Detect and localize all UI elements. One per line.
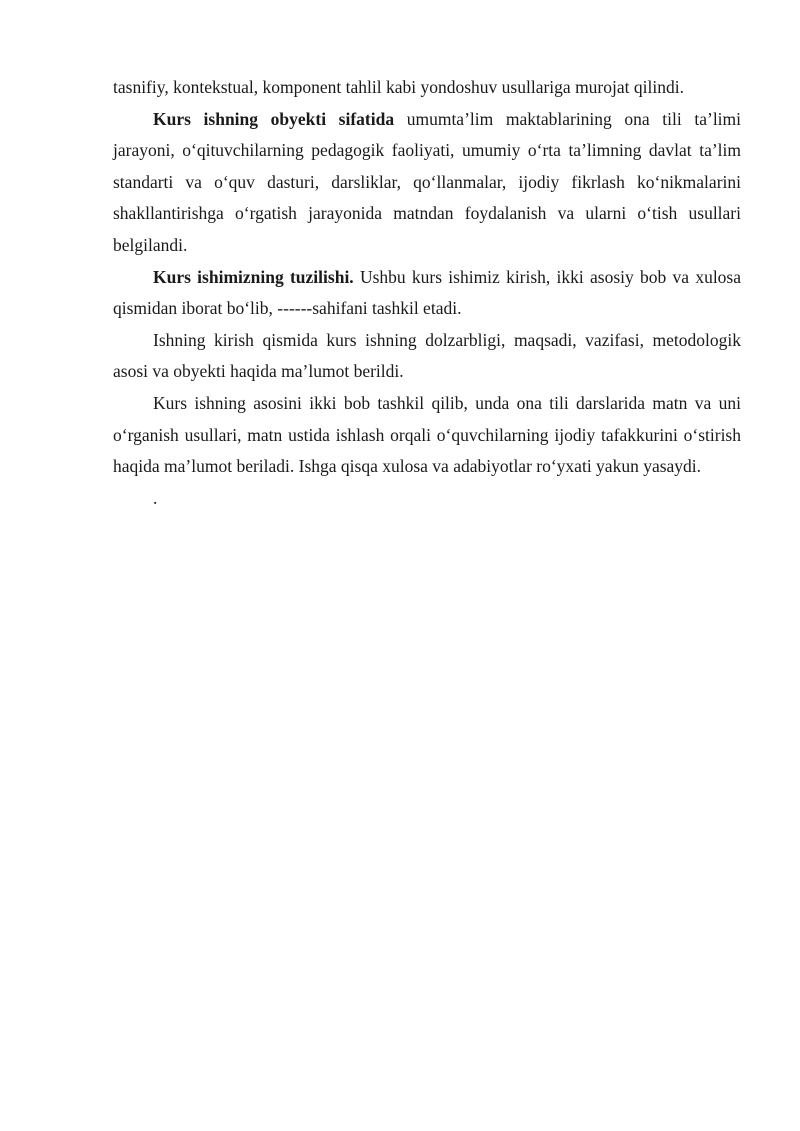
paragraph-introduction-summary	[113, 325, 741, 388]
paragraph-heading: Kurs ishning obyekti sifatida	[153, 108, 395, 129]
paragraph-text: Ishning kirish qismida kurs ishning dolzarbligi, maqsadi, vazifasi, metodologik asosi va obyekti haqida ma’lumot berildi.	[113, 329, 741, 382]
document-page	[113, 72, 741, 514]
paragraph-work-structure	[113, 262, 741, 325]
paragraph-text: umumta’lim maktablarining ona tili ta’limi jarayoni, o‘qituvchilarning pedagogik faoliyati, umumiy o‘rta ta’limning davlat ta’lim standarti va o‘quv dasturi, darsliklar, qo‘llanmalar, ijodiy fikrlash ko‘nikmalarini shakllantirishga o‘rgatish jarayonida matndan foydalanish va ularni o‘tish usullari belgilandi.	[113, 108, 742, 255]
paragraph-text: tasnifiy, kontekstual, komponent tahlil kabi yondoshuv usullariga murojat qilindi.	[113, 77, 684, 97]
paragraph-main-part-summary	[113, 388, 741, 483]
paragraph-text: Ushbu kurs ishimiz kirish, ikki asosiy bob va xulosa qismidan iborat bo‘lib, ------sahifani tashkil etadi.	[113, 266, 742, 319]
paragraph-heading: Kurs ishimizning tuzilishi.	[153, 266, 354, 287]
trailing-dot: .	[153, 487, 158, 508]
paragraph-research-object	[113, 104, 741, 262]
paragraph-text: Kurs ishning asosini ikki bob tashkil qilib, unda ona tili darslarida matn va uni o‘rganish usullari, matn ustida ishlash orqali o‘quvchilarning ijodiy tafakkurini o‘stirish haqida ma’lumot beriladi. Ishga qisqa xulosa va adabiyotlar ro‘yxati yakun yasaydi.	[113, 392, 741, 477]
paragraph-methods-continuation	[113, 72, 741, 104]
